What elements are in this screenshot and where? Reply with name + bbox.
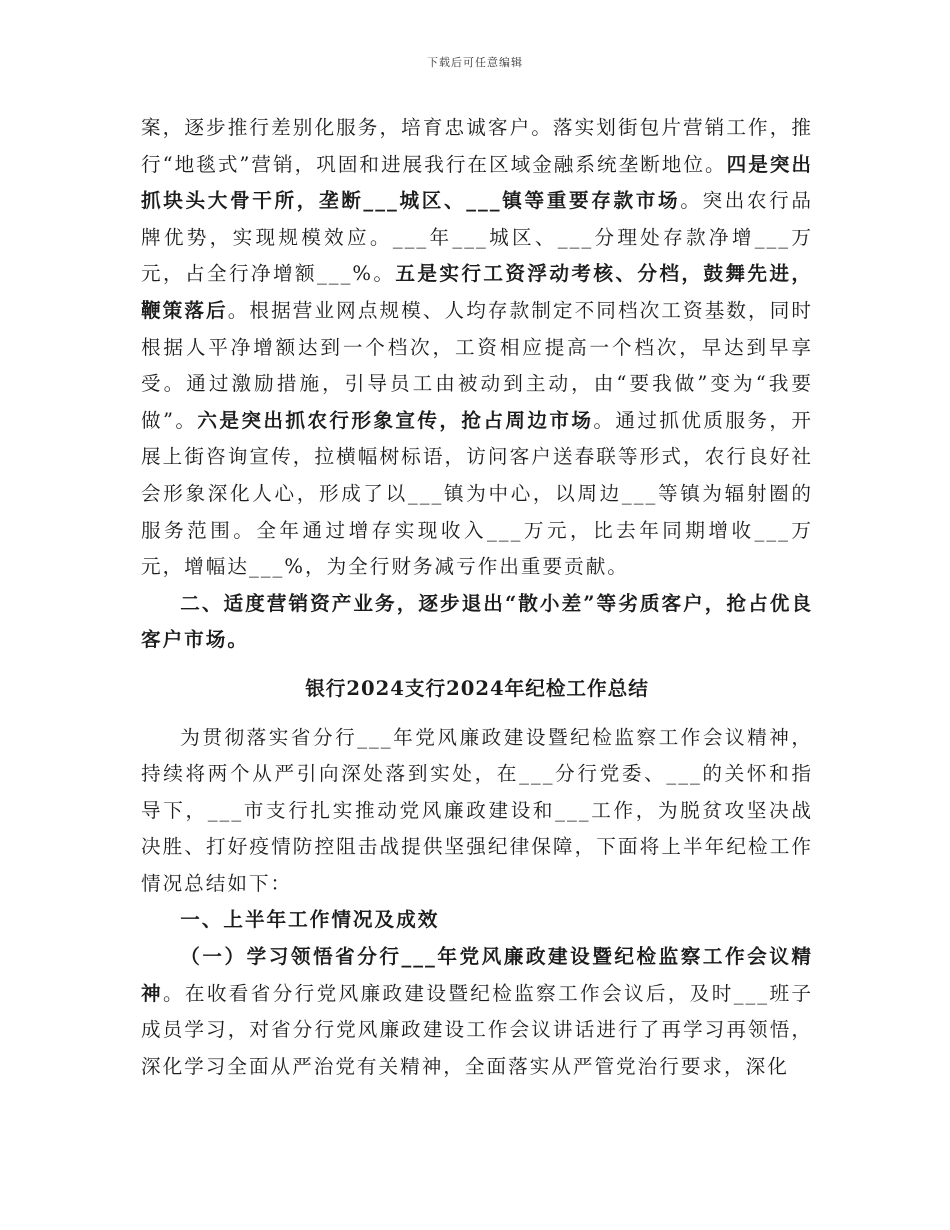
bold-point-six: 六是突出抓农行形象宣传，抢占周边市场 <box>197 408 594 432</box>
text-run: 。突出农行品牌优势，实现规模效应。___年___城区、___分理处存款净增___万元，占全行净增额___%。 <box>141 189 814 286</box>
intro-paragraph: 为贯彻落实省分行___年党风廉政建设暨纪检监察工作会议精神，持续将两个从严引向深处落到实处，在___分行党委、___的关怀和指导下，___市支行扎实推动党风廉政建设和___工作，为脱贫攻坚决战决胜、打好疫情防控阻击战提供坚强纪律保障，下面将上半年纪检工作情况总结如下： <box>141 725 813 895</box>
subsection-heading: （一）学习领悟省分行___年党风廉政建设暨纪检监察工作会议精神 <box>141 945 813 1005</box>
subsection-paragraph <box>141 939 813 1085</box>
document-body <box>141 110 813 1085</box>
paragraph-marketing <box>141 110 813 586</box>
bold-point-four: 四是突出抓块头大骨干所，垄断___城区、___镇等重要存款市场 <box>141 152 813 213</box>
section-heading-one: 一、上半年工作情况及成效 <box>180 908 440 932</box>
document-title: 银行2024支行2024年纪检工作总结 <box>305 676 649 700</box>
text-run: 。通过抓优质服务，开展上街咨询宣传，拉横幅树标语，访问客户送春联等形式，农行良好社会形象深化人心，形成了以___镇为中心，以周边___等镇为辐射圈的服务范围。全年通过增存实现收入___万元，比去年同期增收___万元，增幅达___%，为全行财务减亏作出重要贡献。 <box>141 408 813 579</box>
bold-point-five: 五是实行工资浮动考核、分档，鼓舞先进，鞭策落后 <box>141 262 814 322</box>
text-run: 。在收看省分行党风廉政建设暨纪检监察工作会议后，及时___班子成员学习，对省分行党风廉政建设工作会议讲话进行了再学习再领悟，深化学习全面从严治党有关精神，全面落实从严管党治行要求，深化 <box>141 981 814 1078</box>
text-run: 。根据营业网点规模、人均存款制定不同档次工资基数，同时根据人平净增额达到一个档次，工资相应提高一个档次，早达到早享受。通过激励措施，引导员工由被动到主动，由“要我做”变为“我要做”。 <box>141 298 814 432</box>
section-heading-two: 二、适度营销资产业务，逐步退出“散小差”等劣质客户，抢占优良客户市场。 <box>141 591 813 652</box>
page-header: 下载后可任意编辑 <box>427 56 523 69</box>
text-run: 案，逐步推行差别化服务，培育忠诚客户。落实划街包片营销工作，推行“地毯式”营销，巩固和进展我行在区域金融系统垄断地位。 <box>141 116 813 176</box>
